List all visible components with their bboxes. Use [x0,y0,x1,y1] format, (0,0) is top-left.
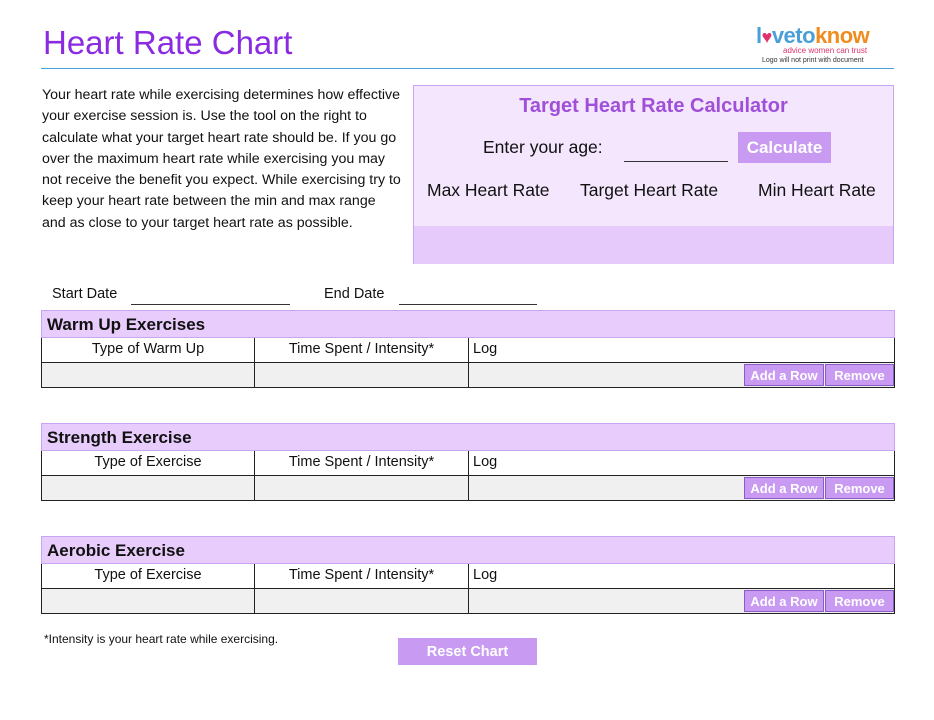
table-row [41,476,895,501]
max-heart-rate-label: Max Heart Rate [427,180,550,200]
section-title: Strength Exercise [41,423,895,451]
column-header: Log [473,454,498,470]
lovetoknow-logo [756,23,896,64]
type-input[interactable] [42,589,254,613]
table-row [41,589,895,614]
start-date-input[interactable] [131,285,290,305]
column-header: Time Spent / Intensity* [255,564,469,588]
logo-tagline: advice women can trust [783,46,868,55]
intensity-input[interactable] [255,589,468,613]
table-header-row [41,451,895,476]
warm-up-section [41,310,895,388]
type-input[interactable] [42,476,254,500]
logo-wordmark: l♥vetoknow [756,23,870,48]
aerobic-section [41,536,895,614]
logo-note: Logo will not print with document [762,57,864,64]
column-header: Log [473,341,498,357]
intensity-input-cell[interactable] [255,589,469,613]
remove-row-button[interactable]: Remove [825,364,894,386]
table-header-row [41,338,895,363]
section-title: Aerobic Exercise [41,536,895,564]
table-header-row [41,564,895,589]
age-label: Enter your age: [483,137,603,157]
strength-section [41,423,895,501]
column-header: Time Spent / Intensity* [255,451,469,475]
heart-rate-calculator [413,85,894,264]
column-header: Type of Exercise [42,451,255,475]
section-title: Warm Up Exercises [41,310,895,338]
column-header: Type of Warm Up [42,338,255,362]
table-row [41,363,895,388]
remove-row-button[interactable]: Remove [825,590,894,612]
page-title: Heart Rate Chart [43,24,293,61]
remove-row-button[interactable]: Remove [825,477,894,499]
title-divider [41,68,894,69]
add-row-button[interactable]: Add a Row [744,590,824,612]
type-input[interactable] [42,363,254,387]
column-header: Time Spent / Intensity* [255,338,469,362]
intensity-input-cell[interactable] [255,476,469,500]
type-input-cell[interactable] [42,589,255,613]
age-input[interactable] [624,138,728,162]
end-date-label: End Date [324,286,385,302]
add-row-button[interactable]: Add a Row [744,364,824,386]
intensity-footnote: *Intensity is your heart rate while exercising. [44,632,279,646]
start-date-label: Start Date [52,286,118,302]
type-input-cell[interactable] [42,476,255,500]
intensity-input[interactable] [255,363,468,387]
type-input-cell[interactable] [42,363,255,387]
end-date-input[interactable] [399,285,537,305]
column-header: Type of Exercise [42,564,255,588]
calculator-title: Target Heart Rate Calculator [519,95,788,117]
reset-chart-button[interactable]: Reset Chart [398,638,537,665]
calculator-results-bar [414,226,893,264]
intensity-input[interactable] [255,476,468,500]
intro-text: Your heart rate while exercising determines how effective your exercise session is. Use the tool on the right to calculate what your target heart rate should be. If you go over the maximum heart rate while exercising you may not receive the benefit you expect. While exercising try to keep your heart rate between the min and max range and as close to your target heart rate as possible. [42,87,401,231]
calculate-button[interactable]: Calculate [738,132,831,163]
min-heart-rate-label: Min Heart Rate [758,180,876,200]
column-header: Log [473,567,498,583]
heart-icon: ♥ [761,27,772,47]
intensity-input-cell[interactable] [255,363,469,387]
add-row-button[interactable]: Add a Row [744,477,824,499]
target-heart-rate-label: Target Heart Rate [580,180,719,200]
